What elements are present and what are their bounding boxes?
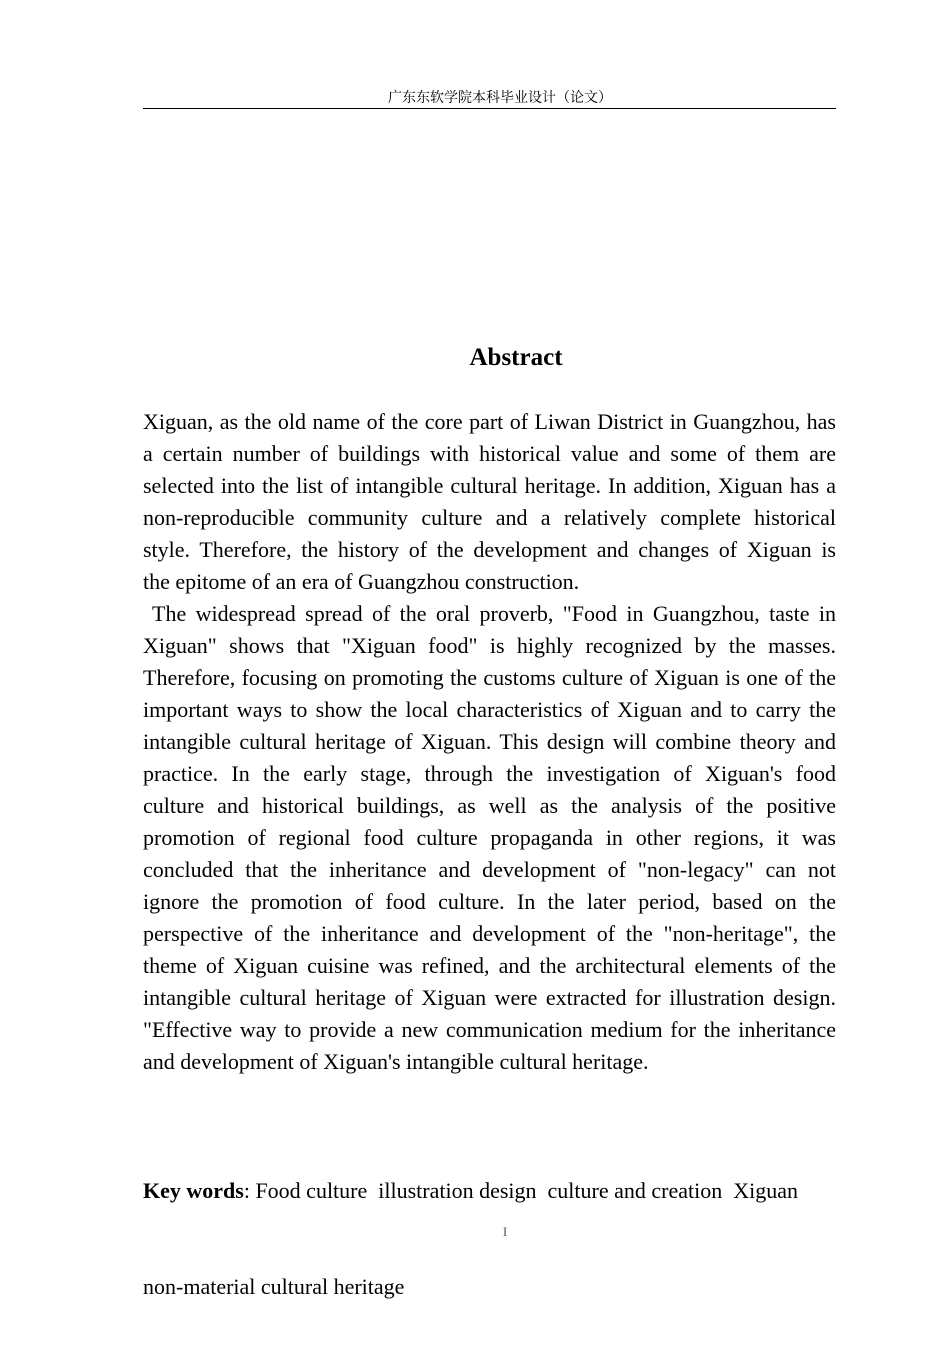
abstract-line: perspective of the inheritance and development of the "non-heritage", the bbox=[143, 921, 836, 946]
abstract-line: a certain number of buildings with historical value and some of them are bbox=[143, 441, 836, 466]
abstract-line: practice. In the early stage, through the investigation of Xiguan's food bbox=[143, 761, 836, 786]
keywords-line bbox=[143, 1271, 836, 1303]
abstract-line: the epitome of an era of Guangzhou construction. bbox=[143, 569, 580, 594]
abstract-heading: Abstract bbox=[469, 344, 563, 371]
page-number: I bbox=[502, 1224, 508, 1239]
abstract-line: and development of Xiguan's intangible cultural heritage. bbox=[143, 1049, 649, 1074]
header-rule bbox=[143, 108, 836, 109]
abstract-paragraph-2 bbox=[143, 598, 836, 1078]
abstract-line: non-reproducible community culture and a relatively complete historical bbox=[143, 505, 836, 530]
abstract-line: selected into the list of intangible cultural heritage. In addition, Xiguan has a bbox=[143, 473, 836, 498]
keywords-line bbox=[143, 1175, 836, 1207]
abstract-line: Therefore, focusing on promoting the customs culture of Xiguan is one of the bbox=[143, 665, 836, 690]
abstract-line: Xiguan" shows that "Xiguan food" is highly recognized by the masses. bbox=[143, 633, 836, 658]
abstract-line: culture and historical buildings, as well as the analysis of the positive bbox=[143, 793, 836, 818]
abstract-body bbox=[143, 406, 836, 1078]
abstract-paragraph-1 bbox=[143, 406, 836, 598]
abstract-line: The widespread spread of the oral proverb, "Food in Guangzhou, taste in bbox=[152, 601, 836, 626]
abstract-line: concluded that the inheritance and development of "non-legacy" can not bbox=[143, 857, 836, 882]
keywords-text: non-material cultural heritage bbox=[143, 1274, 405, 1299]
abstract-line: promotion of regional food culture propaganda in other regions, it was bbox=[143, 825, 836, 850]
abstract-line: theme of Xiguan cuisine was refined, and the architectural elements of the bbox=[143, 953, 836, 978]
abstract-line: important ways to show the local characteristics of Xiguan and to carry the bbox=[143, 697, 836, 722]
abstract-line: intangible cultural heritage of Xiguan were extracted for illustration design. bbox=[143, 985, 836, 1010]
abstract-line: intangible cultural heritage of Xiguan. This design will combine theory and bbox=[143, 729, 836, 754]
abstract-line: Xiguan, as the old name of the core part of Liwan District in Guangzhou, has bbox=[143, 409, 836, 434]
abstract-line: "Effective way to provide a new communication medium for the inheritance bbox=[143, 1017, 836, 1042]
keywords-text: : Food culture illustration design culture and creation Xiguan bbox=[243, 1178, 798, 1203]
running-header-title: 广东东软学院本科毕业设计（论文） bbox=[388, 90, 612, 106]
abstract-line: style. Therefore, the history of the development and changes of Xiguan is bbox=[143, 537, 836, 562]
keywords-label: Key words bbox=[143, 1178, 244, 1203]
abstract-line: ignore the promotion of food culture. In the later period, based on the bbox=[143, 889, 836, 914]
